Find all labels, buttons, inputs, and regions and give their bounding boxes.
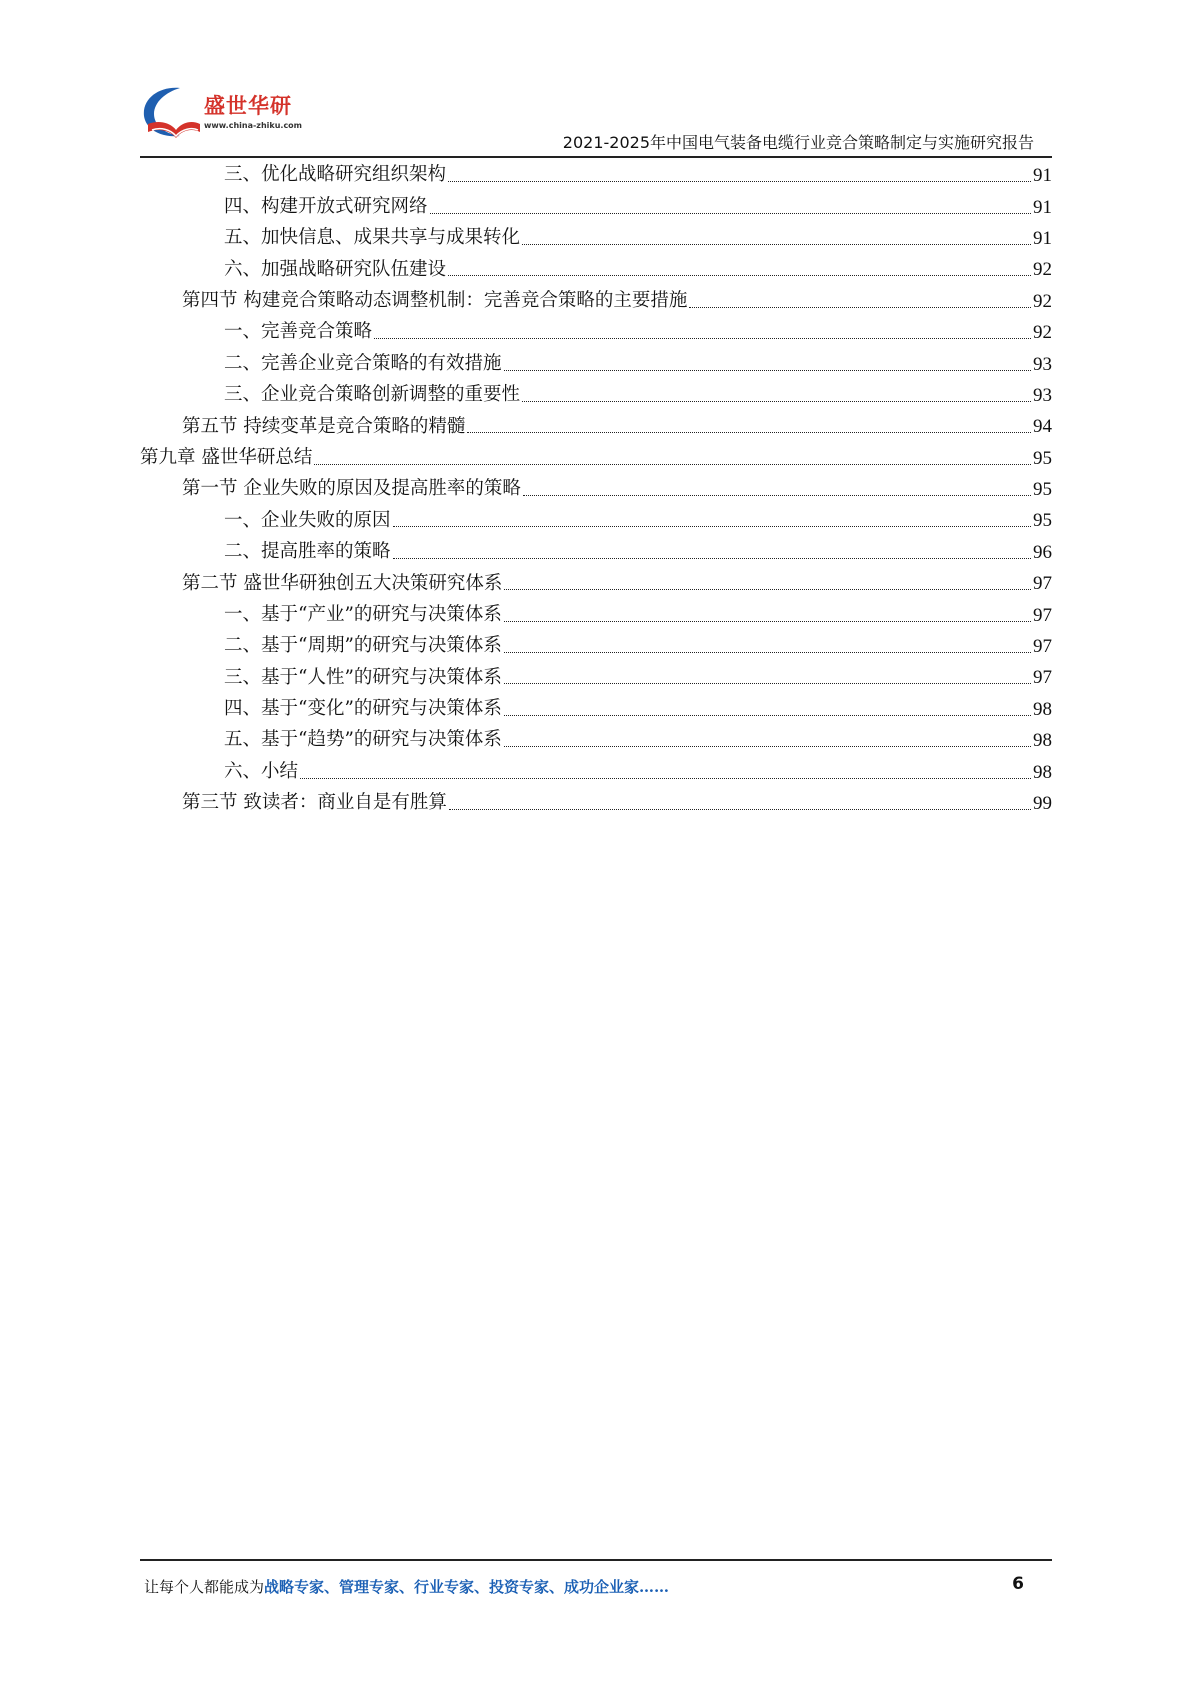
- toc-entry-page: 96: [1033, 541, 1052, 563]
- toc-entry-label: 二、提高胜率的策略: [224, 541, 391, 563]
- footer-divider: [140, 1559, 1052, 1561]
- toc-leader-dots: [430, 213, 1031, 214]
- toc-entry-page: 97: [1033, 667, 1052, 689]
- toc-leader-dots: [504, 589, 1031, 590]
- toc-entry-page: 92: [1033, 290, 1052, 312]
- toc-leader-dots: [522, 401, 1031, 402]
- toc-entry-page: 91: [1033, 196, 1052, 218]
- toc-leader-dots: [448, 181, 1031, 182]
- toc-entry-page: 92: [1033, 259, 1052, 281]
- toc-entry-label: 第五节 持续变革是竞合策略的精髓: [182, 415, 466, 437]
- toc-entry-label: 第一节 企业失败的原因及提高胜率的策略: [182, 478, 521, 500]
- toc-leader-dots: [448, 275, 1031, 276]
- toc-entry[interactable]: [140, 380, 1052, 411]
- toc-entry[interactable]: [140, 474, 1052, 505]
- toc-entry-page: 98: [1033, 698, 1052, 720]
- toc-entry-label: 第三节 致读者：商业自是有胜算: [182, 792, 447, 814]
- toc-entry-page: 97: [1033, 636, 1052, 658]
- toc-entry[interactable]: [140, 662, 1052, 693]
- toc-leader-dots: [449, 809, 1031, 810]
- toc-leader-dots: [504, 652, 1031, 653]
- toc-entry[interactable]: [140, 443, 1052, 474]
- toc-entry[interactable]: [140, 599, 1052, 630]
- toc-leader-dots: [504, 746, 1031, 747]
- toc-leader-dots: [523, 495, 1031, 496]
- toc-leader-dots: [374, 338, 1031, 339]
- toc-entry-label: 第四节 构建竞合策略动态调整机制：完善竞合策略的主要措施: [182, 290, 688, 311]
- toc-entry-label: 二、基于“周期”的研究与决策体系: [224, 635, 502, 657]
- toc-entry[interactable]: [140, 317, 1052, 348]
- toc-entry-page: 92: [1033, 322, 1052, 344]
- toc-leader-dots: [504, 683, 1031, 684]
- table-of-contents: [140, 160, 1052, 819]
- toc-entry-label: 一、企业失败的原因: [224, 509, 391, 531]
- logo: [140, 84, 310, 154]
- brand-site: www.china-zhiku.com: [204, 121, 303, 130]
- toc-entry[interactable]: [140, 505, 1052, 536]
- toc-entry-page: 95: [1033, 510, 1052, 532]
- toc-entry-page: 99: [1033, 793, 1052, 814]
- toc-entry-label: 第九章 盛世华研总结: [140, 446, 313, 468]
- report-title: 2021-2025年中国电气装备电缆行业竞合策略制定与实施研究报告: [562, 133, 1034, 152]
- toc-leader-dots: [300, 778, 1031, 779]
- toc-entry-label: 六、小结: [224, 760, 299, 782]
- toc-leader-dots: [504, 621, 1031, 622]
- toc-entry-label: 五、加快信息、成果共享与成果转化: [224, 227, 521, 249]
- header-divider: [140, 156, 1052, 158]
- toc-entry-label: 二、完善企业竞合策略的有效措施: [224, 352, 502, 374]
- toc-leader-dots: [522, 244, 1031, 245]
- toc-entry-page: 97: [1033, 604, 1052, 626]
- toc-entry[interactable]: [140, 191, 1052, 222]
- toc-entry[interactable]: [140, 631, 1052, 662]
- toc-entry[interactable]: [140, 537, 1052, 568]
- toc-entry-page: 98: [1033, 730, 1052, 752]
- page-footer: [140, 1574, 1052, 1600]
- toc-leader-dots: [467, 432, 1031, 433]
- toc-entry-label: 四、基于“变化”的研究与决策体系: [224, 698, 502, 720]
- toc-entry-page: 93: [1033, 384, 1052, 406]
- toc-entry[interactable]: [140, 348, 1052, 379]
- toc-leader-dots: [689, 307, 1031, 308]
- toc-leader-dots: [314, 464, 1031, 465]
- toc-entry[interactable]: [140, 788, 1052, 819]
- toc-leader-dots: [393, 558, 1031, 559]
- toc-entry-label: 三、优化战略研究组织架构: [224, 164, 447, 186]
- toc-entry-label: 第二节 盛世华研独创五大决策研究体系: [182, 572, 503, 594]
- toc-entry[interactable]: [140, 756, 1052, 787]
- page-number: 6: [1012, 1574, 1024, 1594]
- toc-entry-label: 五、基于“趋势”的研究与决策体系: [224, 729, 502, 751]
- toc-entry[interactable]: [140, 411, 1052, 442]
- toc-entry-label: 一、完善竞合策略: [224, 321, 373, 343]
- toc-entry[interactable]: [140, 160, 1052, 191]
- page-header: [140, 80, 1052, 160]
- slogan-highlight: 战略专家、管理专家、行业专家、投资专家、成功企业家……: [264, 1578, 670, 1596]
- slogan-prefix: 让每个人都能成为: [144, 1578, 265, 1596]
- toc-entry[interactable]: [140, 254, 1052, 285]
- toc-entry[interactable]: [140, 568, 1052, 599]
- toc-entry-page: 98: [1033, 761, 1052, 783]
- footer-slogan: [144, 1576, 669, 1597]
- toc-entry-label: 三、企业竞合策略创新调整的重要性: [224, 384, 521, 406]
- toc-leader-dots: [504, 370, 1031, 371]
- toc-entry-page: 95: [1033, 447, 1052, 469]
- toc-leader-dots: [393, 526, 1031, 527]
- toc-entry-page: 97: [1033, 573, 1052, 595]
- toc-leader-dots: [504, 715, 1031, 716]
- toc-entry-label: 三、基于“人性”的研究与决策体系: [224, 666, 502, 688]
- toc-entry-page: 93: [1033, 353, 1052, 375]
- book-swoosh-logo-icon: [140, 84, 202, 144]
- toc-entry[interactable]: [140, 725, 1052, 756]
- brand-name: 盛世华研: [204, 94, 292, 118]
- toc-entry-page: 91: [1033, 227, 1052, 249]
- toc-entry-page: 95: [1033, 479, 1052, 501]
- toc-entry[interactable]: [140, 286, 1052, 317]
- toc-entry-page: 91: [1033, 165, 1052, 187]
- toc-entry[interactable]: [140, 223, 1052, 254]
- toc-entry-label: 四、构建开放式研究网络: [224, 195, 428, 217]
- toc-entry-label: 六、加强战略研究队伍建设: [224, 258, 447, 280]
- toc-entry-label: 一、基于“产业”的研究与决策体系: [224, 603, 502, 625]
- toc-entry[interactable]: [140, 694, 1052, 725]
- toc-entry-page: 94: [1033, 416, 1052, 438]
